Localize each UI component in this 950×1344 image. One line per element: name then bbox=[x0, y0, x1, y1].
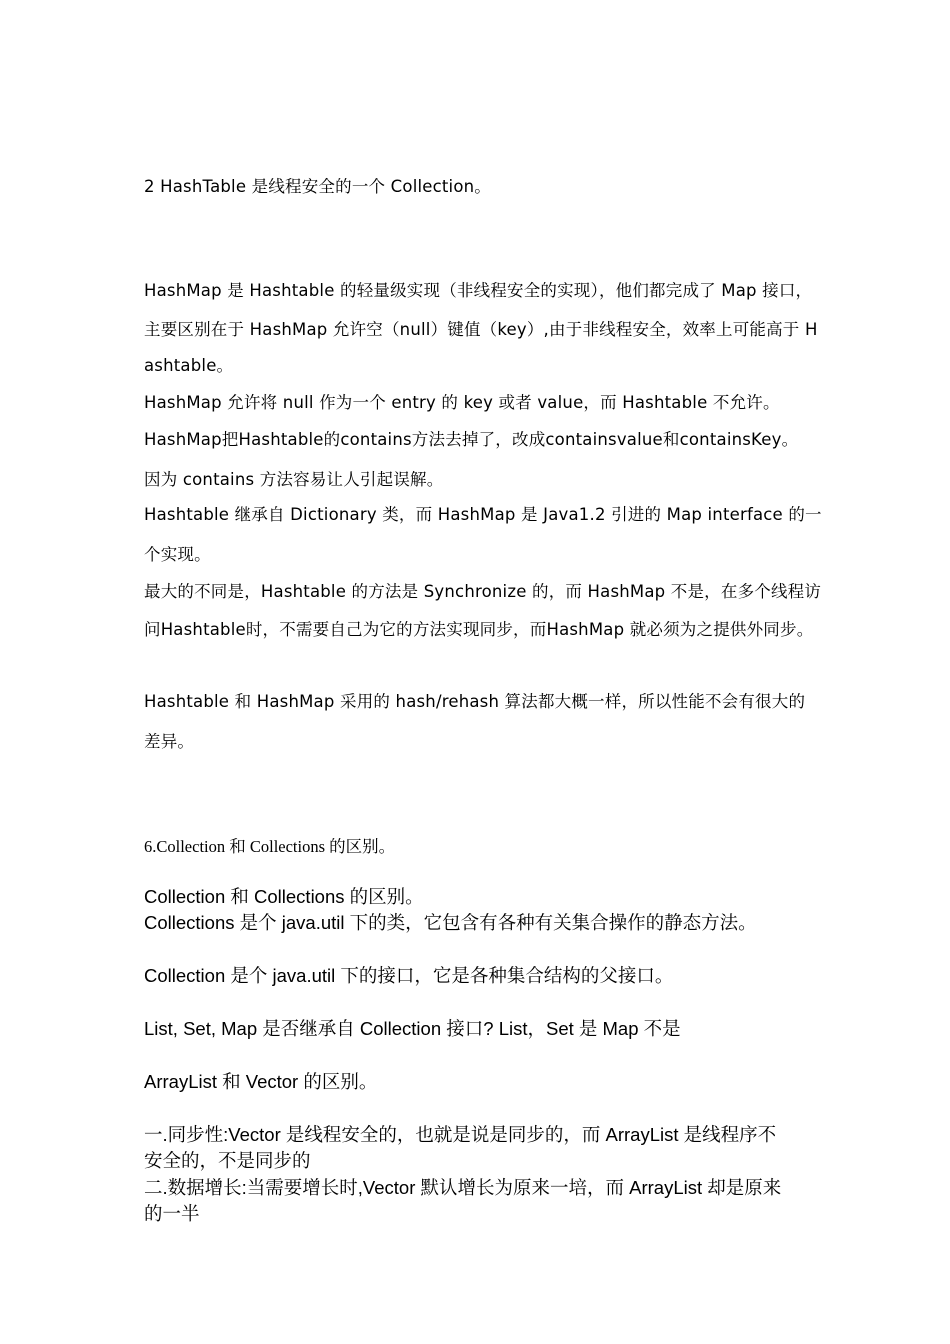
text-line: ashtable。 bbox=[144, 356, 234, 375]
text-line: HashMap把Hashtable的contains方法去掉了，改成containsvalue和containsKey。 bbox=[144, 430, 799, 449]
text-line: 个实现。 bbox=[144, 545, 211, 564]
text-line: 差异。 bbox=[144, 732, 195, 751]
text-line: 主要区别在于 HashMap 允许空（null）键值（key）,由于非线程安全，效率上可能高于 H bbox=[144, 320, 818, 339]
text-line: HashMap 允许将 null 作为一个 entry 的 key 或者 value，而 Hashtable 不允许。 bbox=[144, 393, 780, 412]
text-line: 最大的不同是，Hashtable 的方法是 Synchronize 的，而 HashMap 不是，在多个线程访 bbox=[144, 582, 822, 601]
text-line: 因为 contains 方法容易让人引起误解。 bbox=[144, 470, 444, 489]
text-line: Hashtable 和 HashMap 采用的 hash/rehash 算法都大概一样，所以性能不会有很大的 bbox=[144, 692, 806, 711]
section-heading: 6.Collection 和 Collections 的区别。 bbox=[144, 837, 396, 856]
text-line: Collection 和 Collections 的区别。 bbox=[144, 886, 424, 907]
text-line: 问Hashtable时，不需要自己为它的方法实现同步，而HashMap 就必须为之提供外同步。 bbox=[144, 620, 814, 639]
text-line: 二.数据增长:当需要增长时,Vector 默认增长为原来一培，而 ArrayList 却是原来 bbox=[144, 1177, 782, 1198]
text-line: HashMap 是 Hashtable 的轻量级实现（非线程安全的实现），他们都完成了 Map 接口， bbox=[144, 281, 813, 300]
text-line: 的一半 bbox=[144, 1203, 200, 1224]
text-line: Collection 是个 java.util 下的接口，它是各种集合结构的父接口。 bbox=[144, 965, 674, 986]
text-line: Collections 是个 java.util 下的类，它包含有各种有关集合操作的静态方法。 bbox=[144, 912, 757, 933]
text-line: ArrayList 和 Vector 的区别。 bbox=[144, 1071, 378, 1092]
text-line: 安全的，不是同步的 bbox=[144, 1150, 311, 1171]
text-line: List, Set, Map 是否继承自 Collection 接口? List，Set 是 Map 不是 bbox=[144, 1018, 681, 1039]
text-line: Hashtable 继承自 Dictionary 类，而 HashMap 是 Java1.2 引进的 Map interface 的一 bbox=[144, 505, 822, 524]
text-line: 一.同步性:Vector 是线程安全的，也就是说是同步的，而 ArrayList 是线程序不 bbox=[144, 1124, 777, 1145]
text-line: 2 HashTable 是线程安全的一个 Collection。 bbox=[144, 177, 491, 196]
